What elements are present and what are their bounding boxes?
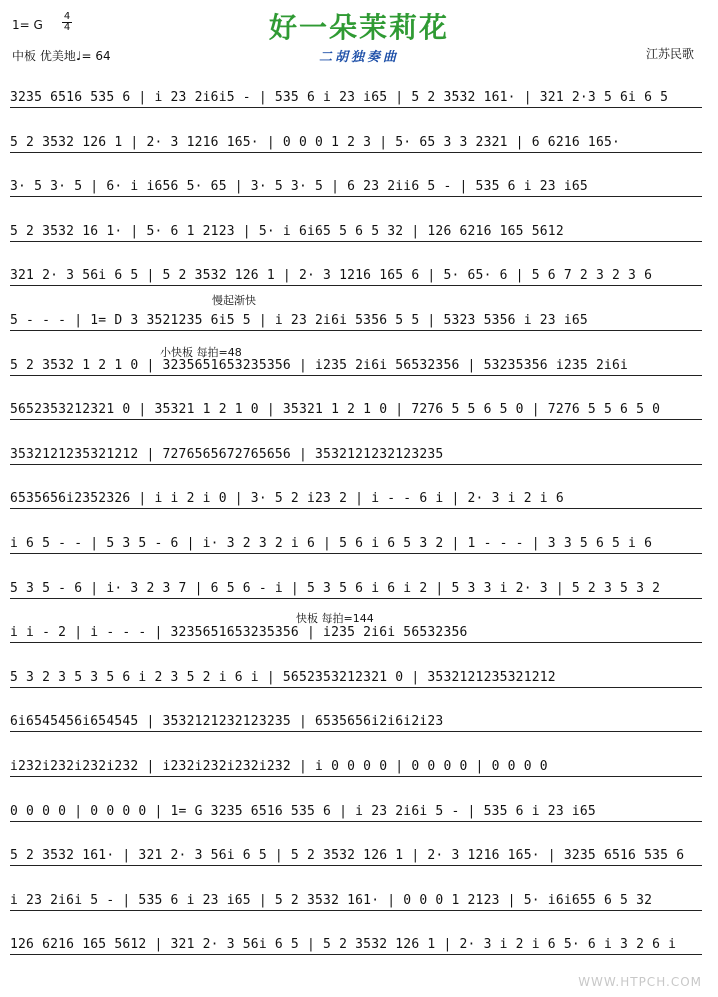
staff-line: 6535656i2352326 | i i 2 i 0 | 3· 5 2 i23 2 | i - - 6 i | 2· 3 i 2 i 6 [10,489,702,509]
staff-line: 5652353212321 0 | 35321 1 2 1 0 | 35321 1 2 1 0 | 7276 5 5 6 5 0 | 7276 5 5 6 5 0 [10,400,702,420]
key-signature: 1= G [12,18,43,32]
tempo-marking: 中板 优美地♩= 64 [12,49,111,63]
watermark: WWW.HTPCH.COM [578,975,702,989]
staff-line: 5 2 3532 1 2 1 0 | 3235651653235356 | i235 2i6i 56532356 | 53235356 i235 2i6i [10,356,702,376]
staff-line: 3532121235321212 | 7276565672765656 | 3532121232123235 [10,445,702,465]
staff-line: 5 3 5 - 6 | i· 3 2 3 7 | 6 5 6 - i | 5 3 5 6 i 6 i 2 | 5 3 3 i 2· 3 | 5 2 3 5 3 2 [10,579,702,599]
time-signature-numerator: 4 [63,11,71,22]
staff-line: 6i6545456i654545 | 3532121232123235 | 6535656i2i6i2i23 [10,712,702,732]
staff-line: 321 2· 3 56i 6 5 | 5 2 3532 126 1 | 2· 3 1216 165 6 | 5· 65· 6 | 5 6 7 2 3 2 3 6 [10,266,702,286]
staff-line: i i - 2 | i - - - | 3235651653235356 | i235 2i6i 56532356 [10,623,702,643]
staff-line: 126 6216 165 5612 | 321 2· 3 56i 6 5 | 5 2 3532 126 1 | 2· 3 i 2 i 6 5· 6 i 3 2 6 i [10,935,702,955]
staff-line: i 23 2i6i 5 - | 535 6 i 23 i65 | 5 2 3532 161· | 0 0 0 1 2123 | 5· i6i655 6 5 32 [10,891,702,911]
staff-line: i232i232i232i232 | i232i232i232i232 | i 0 0 0 0 | 0 0 0 0 | 0 0 0 0 [10,757,702,777]
staff-line: 0 0 0 0 | 0 0 0 0 | 1= G 3235 6516 535 6 | i 23 2i6i 5 - | 535 6 i 23 i65 [10,802,702,822]
time-signature-denominator: 4 [63,22,71,33]
time-signature [62,12,72,33]
staff-line: 5 3 2 3 5 3 5 6 i 2 3 5 2 i 6 i | 5652353212321 0 | 3532121235321212 [10,668,702,688]
staff-line: i 6 5 - - | 5 3 5 - 6 | i· 3 2 3 2 i 6 | 5 6 i 6 5 3 2 | 1 - - - | 3 3 5 6 5 i 6 [10,534,702,554]
staff-line: 5 2 3532 126 1 | 2· 3 1216 165· | 0 0 0 1 2 3 | 5· 65 3 3 2321 | 6 6216 165· [10,133,702,153]
kuaiban-marking: 快板 每拍=144 [296,612,374,625]
staff-line: 5 - - - | 1= D 3 3521235 6i5 5 | i 23 2i6i 5356 5 5 | 5323 5356 i 23 i65 [10,311,702,331]
staff-line: 3· 5 3· 5 | 6· i i656 5· 65 | 3· 5 3· 5 | 6 23 2ii6 5 - | 535 6 i 23 i65 [10,177,702,197]
song-subtitle: 二胡独奏曲 [318,50,399,65]
composer-label: 江苏民歌 [645,47,694,61]
staff-line: 5 2 3532 161· | 321 2· 3 56i 6 5 | 5 2 3532 126 1 | 2· 3 1216 165· | 3235 6516 535 6 [10,846,702,866]
staff-line: 5 2 3532 16 1· | 5· 6 1 2123 | 5· i 6i65 5 6 5 32 | 126 6216 165 5612 [10,222,702,242]
rit-accel-marking: 慢起渐快 [212,294,256,307]
staff-line: 3235 6516 535 6 | i 23 2i6i5 - | 535 6 i 23 i65 | 5 2 3532 161· | 321 2·3 5 6i 6 5 [10,88,702,108]
song-title: 好一朵茉莉花 [268,11,449,44]
xiaokuai-marking: 小快板 每拍=48 [160,346,242,359]
